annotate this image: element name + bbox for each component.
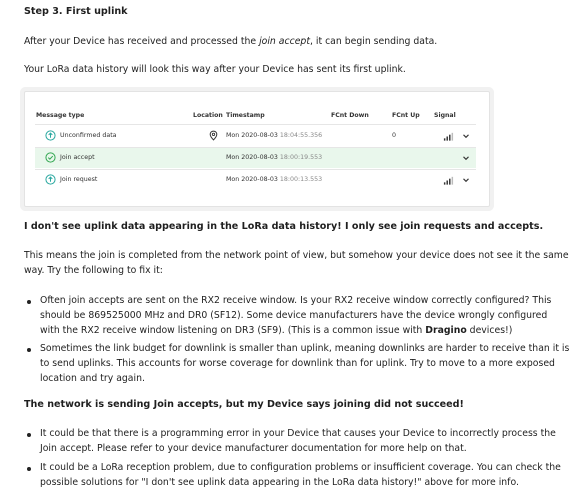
dragino-brand-text: Dragino <box>425 325 467 336</box>
intro-paragraph-2: Your LoRa data history will look this way after your Device has sent its first uplink. <box>24 64 406 75</box>
list-item-line: It could be a LoRa reception problem, due to configuration problems or insufficient coverage. You can check the <box>40 462 561 473</box>
timestamp-cell <box>226 132 322 139</box>
header-divider <box>35 124 476 125</box>
timestamp-time: 18:00:19.553 <box>279 154 323 161</box>
paragraph-line: way. Try the following to fix it: <box>24 265 163 276</box>
list-item-line: location and try again. <box>40 373 145 384</box>
col-header-message-type: Message type <box>36 112 85 119</box>
timestamp-time: 18:04:55.356 <box>279 132 323 139</box>
list-item-line <box>40 323 551 338</box>
list-item <box>40 426 556 456</box>
uplink-faq-paragraph <box>24 248 569 278</box>
timestamp-time: 18:00:13.553 <box>279 176 323 183</box>
join-accept-emphasis: join accept <box>259 36 310 47</box>
fcnt-up-cell: 0 <box>392 132 397 139</box>
step-heading: Step 3. First uplink <box>24 6 128 17</box>
chevron-down-icon[interactable] <box>462 176 470 184</box>
col-header-timestamp: Timestamp <box>226 112 265 119</box>
bullet-dot <box>27 467 31 471</box>
col-header-location: Location <box>193 112 223 119</box>
chevron-down-icon[interactable] <box>462 154 470 162</box>
timestamp-cell <box>226 176 322 183</box>
col-header-fcnt-up: FCnt Up <box>392 112 420 119</box>
arrow-up-circle-icon <box>45 174 56 185</box>
chevron-down-icon[interactable] <box>462 132 470 140</box>
intro-p1-tail: , it can begin sending data. <box>309 36 438 47</box>
table-row[interactable] <box>35 148 476 168</box>
signal-bars-icon <box>443 131 454 142</box>
list-item-line: Sometimes the link budget for downlink is smaller than uplink, meaning downlinks are harder to receive than it is <box>40 343 569 354</box>
bullet-dot <box>27 300 31 304</box>
col-header-signal: Signal <box>434 112 456 119</box>
table-row[interactable] <box>35 170 476 190</box>
lora-data-history-card <box>24 91 490 207</box>
location-pin-icon[interactable] <box>208 130 219 141</box>
list-item-text: devices!) <box>466 325 513 336</box>
list-item-line: possible solutions for "I don't see uplink data appearing in the LoRa data history!" above for more info. <box>40 477 519 488</box>
list-item <box>40 293 551 338</box>
list-item-line: Join accept. Please refer to your device manufacturer documentation for more help on that. <box>40 443 467 454</box>
timestamp-date: Mon 2020-08-03 <box>226 132 278 139</box>
arrow-up-circle-icon <box>45 130 56 141</box>
list-item-line: should be 869525000 MHz and DR0 (SF12). Some device manufacturers have the device wrongly configured <box>40 310 548 321</box>
message-type-cell: Unconfirmed data <box>60 132 117 139</box>
list-item-line: to send uplinks. This accounts for worse coverage for downlink than for uplink. Try to move to a more exposed <box>40 358 555 369</box>
message-type-cell: Join request <box>60 176 98 183</box>
paragraph-line: This means the join is completed from the network point of view, but somehow your device does not see it the same <box>24 250 569 261</box>
join-faq-heading: The network is sending Join accepts, but my Device says joining did not succeed! <box>24 399 464 410</box>
intro-p1-text: After your Device has received and processed the <box>24 36 260 47</box>
table-row[interactable] <box>35 126 476 146</box>
intro-paragraph-1 <box>24 34 437 49</box>
timestamp-date: Mon 2020-08-03 <box>226 154 278 161</box>
timestamp-date: Mon 2020-08-03 <box>226 176 278 183</box>
list-item <box>40 341 569 386</box>
bullet-dot <box>27 348 31 352</box>
check-circle-icon <box>45 152 56 163</box>
list-item-line: Often join accepts are sent on the RX2 receive window. Is your RX2 receive window correctly configured? This <box>40 295 552 306</box>
bullet-dot <box>27 433 31 437</box>
list-item <box>40 460 561 490</box>
list-item-text: with the RX2 receive window listening on DR3 (SF9). (This is a common issue with <box>40 325 426 336</box>
uplink-faq-heading: I don't see uplink data appearing in the LoRa data history! I only see join requests and accepts. <box>24 221 544 232</box>
signal-bars-icon <box>443 175 454 186</box>
message-type-cell: Join accept <box>60 154 95 161</box>
col-header-fcnt-down: FCnt Down <box>331 112 369 119</box>
timestamp-cell <box>226 154 322 161</box>
list-item-line: It could be that there is a programming error in your Device that causes your Device to incorrectly process the <box>40 428 556 439</box>
